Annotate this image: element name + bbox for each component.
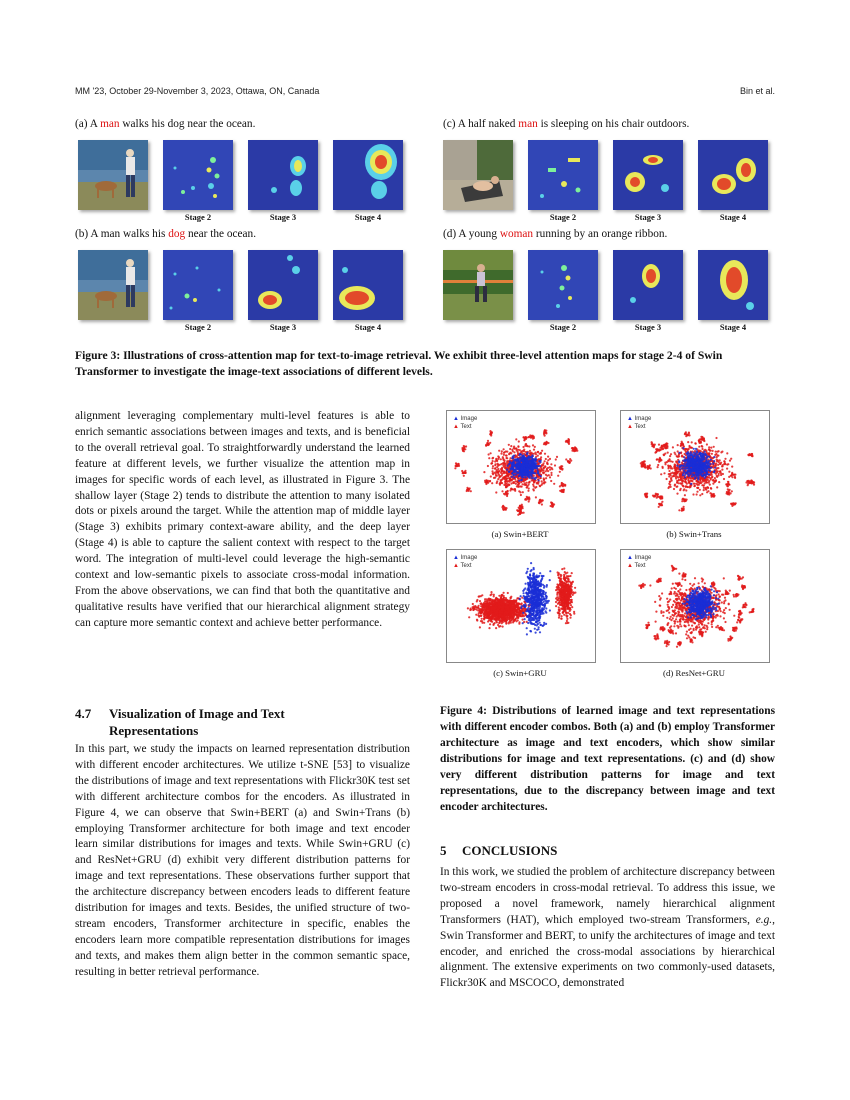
figure-3-panel-b [75, 228, 415, 332]
figure-3-panel-c [443, 118, 783, 222]
highlight-word: man [100, 118, 120, 130]
attention-map-stage-2 [528, 250, 598, 320]
subfigure-caption: (c) Swin+GRU [493, 668, 547, 678]
stage-label: Stage 2 [184, 322, 212, 332]
stage-label: Stage 2 [549, 322, 577, 332]
attention-map-stage-3 [613, 250, 683, 320]
attention-map-stage-4 [333, 250, 403, 320]
plot-legend: ▲ Image ▲ Text [627, 555, 652, 569]
stage-label: Stage 4 [719, 322, 747, 332]
subfigure-caption: (d) ResNet+GRU [663, 668, 725, 678]
attention-map-stage-2 [163, 140, 233, 210]
section-heading-4-7 [75, 705, 410, 739]
photo-man-dog-beach [78, 140, 148, 210]
section-title: CONCLUSIONS [462, 843, 558, 858]
attention-map-stage-4 [333, 140, 403, 210]
subfigure-caption: (b) Swin+Trans [666, 529, 722, 539]
photo-man-sleeping-chair [443, 140, 513, 210]
photo-man-dog-beach [78, 250, 148, 320]
section-heading-5 [440, 843, 775, 859]
attention-map-stage-4 [698, 140, 768, 210]
attention-map-stage-2 [528, 140, 598, 210]
stage-label: Stage 3 [269, 322, 297, 332]
attention-map-stage-3 [248, 140, 318, 210]
body-paragraph: In this work, we studied the problem of architecture discrepancy between two-stream encoders in cross-modal retrieval. To address this issue, we proposed a novel framework, namely hierarchical alignment Transformers (HAT), which employed two-stream Transformers, e.g., Swin Transformer and BERT, to unify the architectures of image and text encoder, and enriched the cross-modal associations by hierarchical alignment. The extensive experiments on two commonly-used datasets, Flickr30K and MSCOCO, demonstrated [440, 866, 775, 990]
panel-caption: (a) A man walks his dog near the ocean. [75, 118, 256, 130]
attention-map-stage-2 [163, 250, 233, 320]
stage-label: Stage 4 [719, 212, 747, 222]
stage-label: Stage 4 [354, 212, 382, 222]
tsne-plot-swin-bert [446, 410, 596, 524]
section-title-line-2: Representations [109, 723, 199, 738]
body-paragraph: alignment leveraging complementary multi-level features is able to enrich semantic associations between images and texts, and is beneficial to the overall retrieval goal. To straightforwardly understand the learned feature at different levels, we further visualize the attention map in images for specific words of each level, as illustrated in Figure 3. The shallow layer (Stage 2) tends to distribute the attention to many isolated dots or pixels around the target. While the attention map of middle layer (Stage 3) exhibits primary context-aware ability, and the deep layer (Stage 4) is able to capture the salient context with respect to the target word. The integration of multi-level could leverage the high-semantic context and low-semantic pixels to associate cross-modal information. From the above observations, we can find that both the quantitative and qualitative results have verified that our hierarchical alignment strategy can capture more semantic context and achieve better performance. [75, 410, 410, 629]
figure-3-panel-a [75, 118, 415, 222]
body-paragraph: In this part, we study the impacts on learned representation distribution with different encoder architectures. We utilize t-SNE [53] to visualize the distributions of image and text representations with Flickr30K test set with different architecture combos for the encoders. As illustrated in Figure 4, we can observe that Swin+BERT (a) and Swin+Trans (b) employing Transformer architecture for both image and text encoder learn similar distributions for images and texts. While Swin+GRU (c) and ResNet+GRU (d) exhibit very different distribution patterns for image and text representations. These observations further support that the architecture discrepancy between encoders leads to different feature distribution for images and texts. Besides, the unified structure of two-stream encoders, Transformer architecture in specific, enables the encoders learn more compatible representation distributions for images and texts, and makes them align better in the common semantic space, resulting in better retrieval performance. [75, 743, 410, 978]
highlight-word: man [518, 118, 538, 130]
tsne-plot-swin-gru [446, 549, 596, 663]
subfigure-caption: (a) Swin+BERT [491, 529, 549, 539]
attention-map-stage-3 [248, 250, 318, 320]
figure-4 [440, 405, 775, 695]
attention-map-stage-4 [698, 250, 768, 320]
plot-legend: ▲ Image ▲ Text [627, 416, 652, 430]
plot-legend: ▲ Image ▲ Text [453, 555, 478, 569]
plot-legend: ▲ Image ▲ Text [453, 416, 478, 430]
highlight-word: woman [499, 228, 534, 240]
section-number: 5 [440, 843, 447, 858]
photo-woman-running [443, 250, 513, 320]
figure-4-caption: Figure 4: Distributions of learned image and text representations with different encoder combos. Both (a) and (b) employ Transformer architecture as image and text encoders, which show similar distributions for image and text representations. (c) and (d) show very different distribution patterns for image and text representations, due to the discrepancy between image and text encoder architectures. [440, 705, 775, 813]
stage-label: Stage 3 [634, 322, 662, 332]
highlight-word: dog [168, 228, 186, 240]
figure-3-caption: Figure 3: Illustrations of cross-attention map for text-to-image retrieval. We exhibit three-level attention maps for stage 2-4 of Swin Transformer to investigate the image-text associations of different levels. [75, 349, 723, 378]
section-number: 4.7 [75, 706, 92, 721]
running-header-venue: MM '23, October 29-November 3, 2023, Ottawa, ON, Canada [75, 86, 320, 96]
section-title-line-1: Visualization of Image and Text [109, 706, 285, 721]
tsne-plot-resnet-gru [620, 549, 770, 663]
stage-label: Stage 2 [184, 212, 212, 222]
stage-label: Stage 3 [269, 212, 297, 222]
panel-caption: (c) A half naked man is sleeping on his chair outdoors. [443, 118, 690, 130]
stage-label: Stage 3 [634, 212, 662, 222]
panel-caption: (b) A man walks his dog near the ocean. [75, 228, 257, 240]
panel-caption: (d) A young woman running by an orange ribbon. [443, 228, 668, 240]
tsne-plot-swin-trans [620, 410, 770, 524]
attention-map-stage-3 [613, 140, 683, 210]
running-header-authors: Bin et al. [739, 86, 775, 96]
stage-label: Stage 4 [354, 322, 382, 332]
figure-3-panel-d [443, 228, 783, 332]
stage-label: Stage 2 [549, 212, 577, 222]
figure-3 [75, 118, 775, 348]
